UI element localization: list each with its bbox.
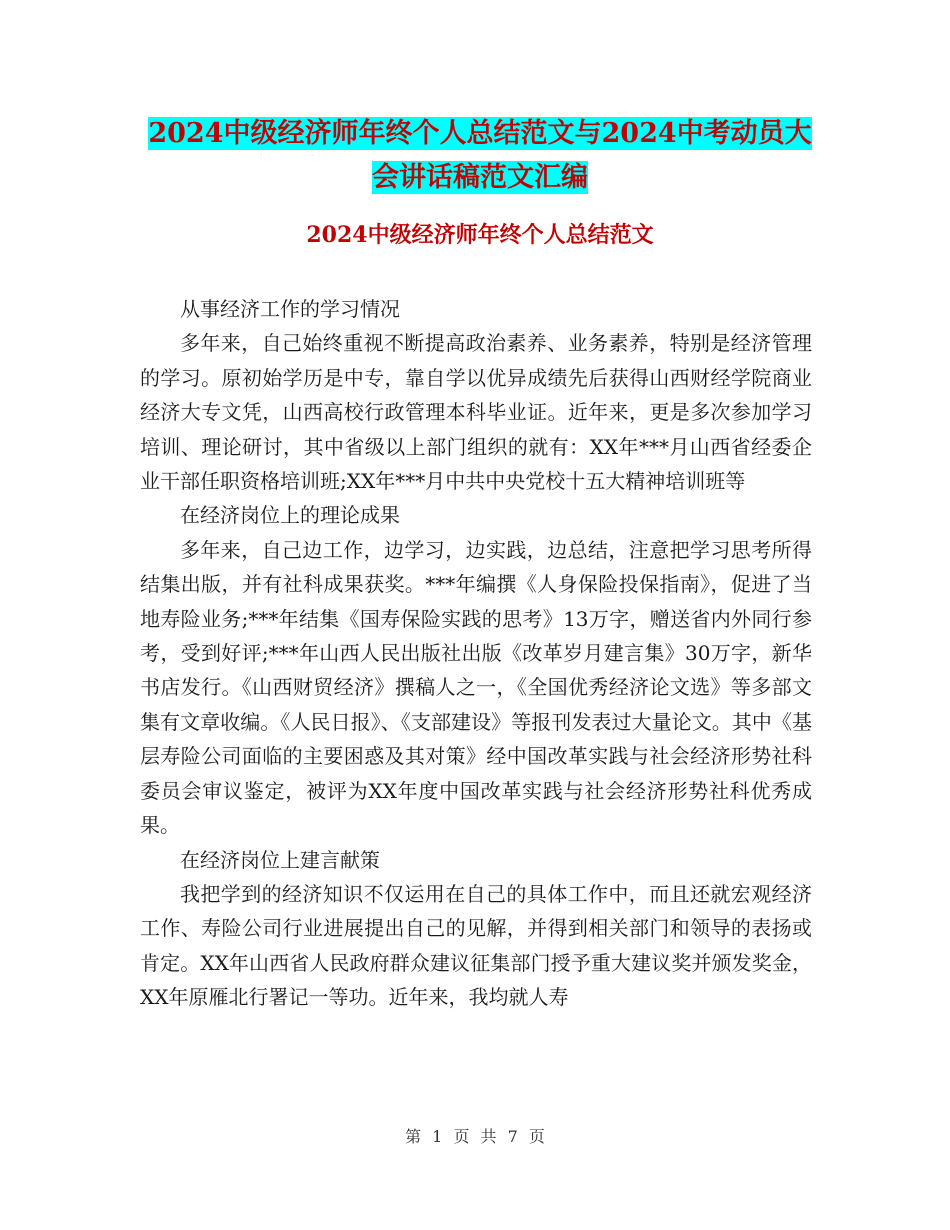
paragraph-heading-theory: 在经济岗位上的理论成果: [180, 503, 400, 528]
section-title: 2024中级经济师年终个人总结范文: [306, 222, 654, 248]
paragraph-theory: 多年来，自己边工作，边学习，边实践，边总结，注意把学习思考所得结集出版，并有社科成果获奖。***年编撰《人身保险投保指南》，促进了当地寿险业务;***年结集《国寿保险实践的思考》13万字，赠送省内外同行参考，受到好评;***年山西人民出版社出版《改革岁月建言集》30万字，新华书店发行。《山西财贸经济》撰稿人之一，《全国优秀经济论文选》等多部文集有文章收编。《人民日报》、《支部建设》等报刊发表过大量论文。其中《基层寿险公司面临的主要困惑及其对策》经中国改革实践与社会经济形势社科委员会审议鉴定，被评为XX年度中国改革实践与社会经济形势社科优秀成果。: [140, 537, 812, 838]
document-title-line-1: 2024中级经济师年终个人总结范文与2024中考动员大: [148, 118, 812, 149]
paragraph-advice: 我把学到的经济知识不仅运用在自己的具体工作中，而且还就宏观经济工作、寿险公司行业进展提出自己的见解，并得到相关部门和领导的表扬或肯定。XX年山西省人民政府群众建议征集部门授予重大建议奖并颁发奖金，XX年原雁北行署记一等功。近年来，我均就人寿: [140, 881, 812, 1010]
paragraph-heading-advice: 在经济岗位上建言献策: [180, 847, 380, 872]
document-body: [140, 292, 812, 1015]
document-title: [140, 112, 820, 200]
paragraph-heading-study: 从事经济工作的学习情况: [180, 297, 400, 321]
paragraph-study: 多年来，自己始终重视不断提高政治素养、业务素养，特别是经济管理的学习。原初始学历是中专，靠自学以优异成绩先后获得山西财经学院商业经济大专文凭，山西高校行政管理本科毕业证。近年来，更是多次参加学习培训、理论研讨，其中省级以上部门组织的就有：XX年***月山西省经委企业干部任职资格培训班;XX年***月中共中央党校十五大精神培训班等: [140, 331, 812, 494]
page-footer: 第 1 页 共 7 页: [405, 1127, 545, 1146]
document-title-line-2: 会讲话稿范文汇编: [372, 162, 588, 193]
